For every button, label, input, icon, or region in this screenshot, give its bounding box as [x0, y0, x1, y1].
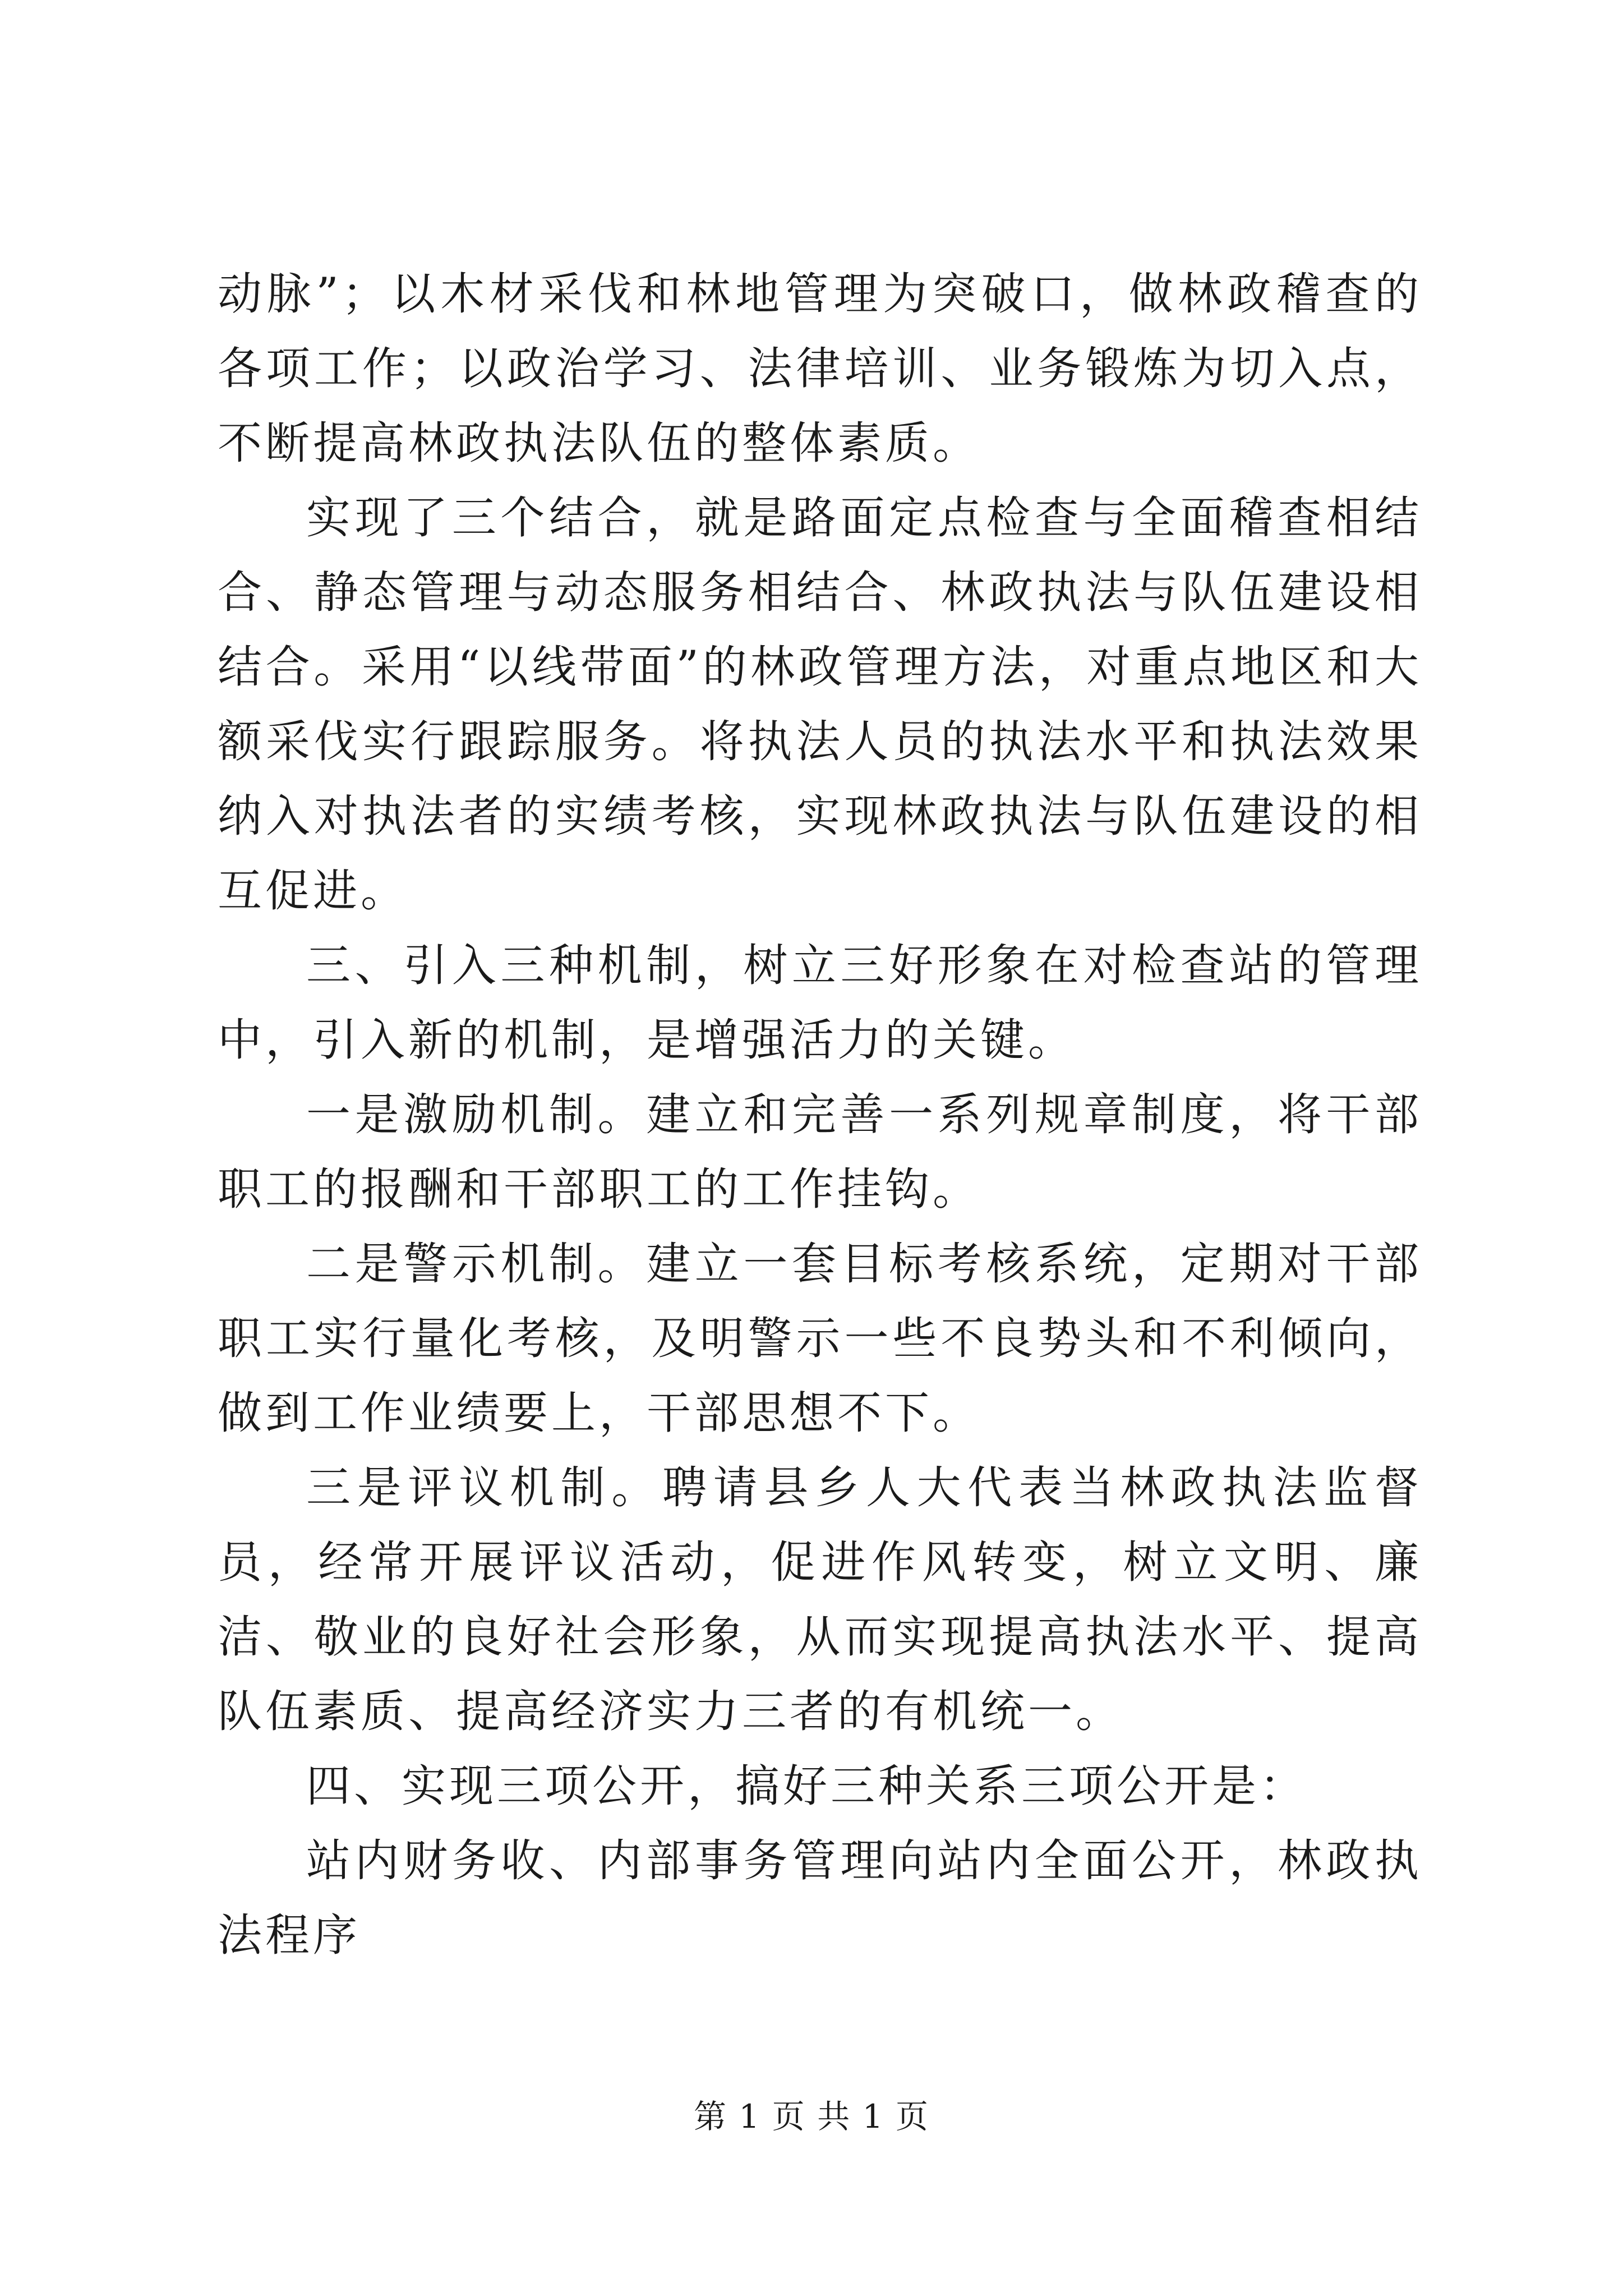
paragraph-8: 站内财务收、内部事务管理向站内全面公开，林政执法程序 [218, 1835, 1422, 1961]
document-body [218, 257, 1422, 1973]
paragraph-7: 四、实现三项公开，搞好三种关系三项公开是： [306, 1760, 1307, 1812]
paragraph-1: 动脉”；以木材采伐和林地管理为突破口，做林政稽查的各项工作；以政治学习、法律培训、业务锻炼为切入点，不断提高林政执法队伍的整体素质。 [218, 268, 1422, 469]
paragraph-4: 一是激励机制。建立和完善一系列规章制度，将干部职工的报酬和干部职工的工作挂钩。 [218, 1089, 1422, 1215]
paragraph-2: 实现了三个结合，就是路面定点检查与全面稽查相结合、静态管理与动态服务相结合、林政执法与队伍建设相结合。采用“以线带面”的林政管理方法，对重点地区和大额采伐实行跟踪服务。将执法人员的执法水平和执法效果纳入对执法者的实绩考核，实现林政执法与队伍建设的相互促进。 [218, 492, 1422, 917]
paragraph-5: 二是警示机制。建立一套目标考核系统，定期对干部职工实行量化考核，及明警示一些不良势头和不利倾向，做到工作业绩要上，干部思想不下。 [218, 1238, 1422, 1439]
page-footer: 第 1 页 共 1 页 [694, 2097, 929, 2136]
paragraph-3: 三、引入三种机制，树立三好形象在对检查站的管理中，引入新的机制，是增强活力的关键。 [218, 940, 1422, 1066]
paragraph-6: 三是评议机制。聘请县乡人大代表当林政执法监督员，经常开展评议活动，促进作风转变，树立文明、廉洁、敬业的良好社会形象，从而实现提高执法水平、提高队伍素质、提高经济实力三者的有机统一。 [218, 1462, 1422, 1737]
